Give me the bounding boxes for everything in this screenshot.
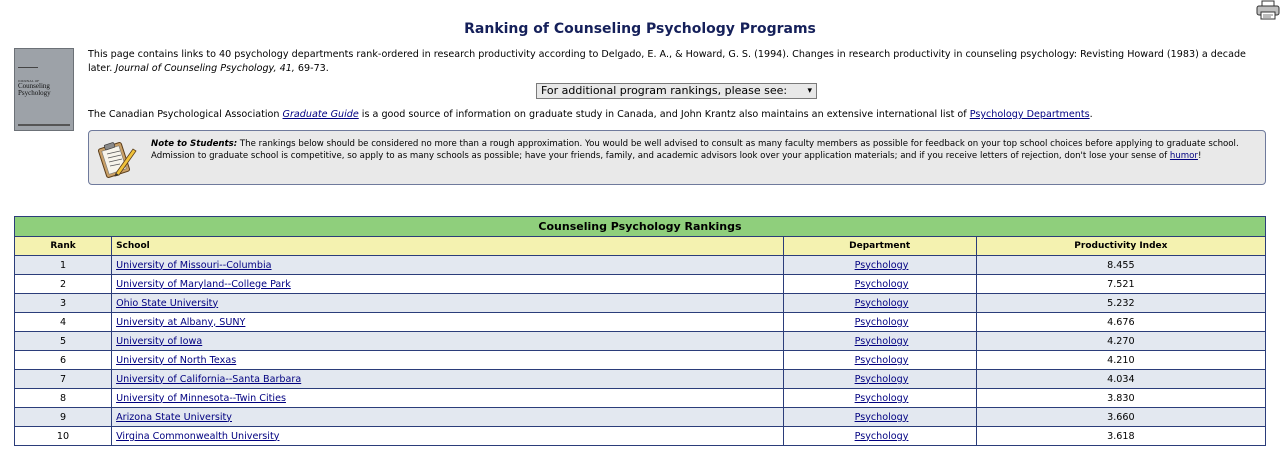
school-cell bbox=[112, 370, 784, 389]
school-cell bbox=[112, 256, 784, 275]
header-department: Department bbox=[783, 237, 976, 256]
rank-cell: 6 bbox=[15, 351, 112, 370]
school-cell bbox=[112, 427, 784, 446]
humor-link[interactable]: humor bbox=[1169, 150, 1198, 161]
department-cell bbox=[783, 351, 976, 370]
productivity-index-cell: 3.660 bbox=[976, 408, 1265, 427]
psychology-departments-link[interactable]: Psychology Departments bbox=[969, 109, 1090, 120]
table-row bbox=[15, 275, 1266, 294]
header-productivity-index: Productivity Index bbox=[976, 237, 1265, 256]
cpa-prefix: The Canadian Psychological Association bbox=[88, 109, 283, 120]
cpa-suffix: . bbox=[1089, 109, 1093, 120]
intro-pages: 69-73. bbox=[294, 62, 329, 74]
rankings-table-body bbox=[15, 256, 1266, 446]
school-link[interactable]: University of Minnesota--Twin Cities bbox=[116, 392, 286, 404]
department-cell bbox=[783, 408, 976, 427]
page-title: Ranking of Counseling Psychology Programs bbox=[464, 21, 816, 37]
department-link[interactable]: Psychology bbox=[854, 392, 909, 404]
cpa-paragraph bbox=[88, 108, 1268, 121]
rankings-select-value: For additional program rankings, please see: bbox=[541, 84, 788, 97]
department-cell bbox=[783, 332, 976, 351]
school-link[interactable]: University of California--Santa Barbara bbox=[116, 373, 302, 385]
school-link[interactable]: Arizona State University bbox=[116, 411, 232, 423]
productivity-index-cell: 7.521 bbox=[976, 275, 1265, 294]
cpa-middle: is a good source of information on graduate study in Canada, and John Krantz also maintains an extensive international list of bbox=[358, 109, 970, 120]
department-link[interactable]: Psychology bbox=[854, 259, 909, 271]
intro-journal: Journal of Counseling Psychology, 41, bbox=[115, 62, 295, 74]
school-cell bbox=[112, 389, 784, 408]
school-link[interactable]: Ohio State University bbox=[116, 297, 219, 309]
rank-cell: 8 bbox=[15, 389, 112, 408]
school-link[interactable]: University of Maryland--College Park bbox=[116, 278, 291, 290]
school-link[interactable]: University of Iowa bbox=[116, 335, 203, 347]
intro-text: This page contains links to 40 psychology departments rank-ordered in research productivity according to Delgado, E. A., & Howard, G. S. (1994). Changes in research productivity in counseling psychology: Revisting Howard (1983) a decade later. bbox=[88, 49, 1246, 74]
rank-cell: 10 bbox=[15, 427, 112, 446]
school-cell bbox=[112, 332, 784, 351]
productivity-index-cell: 8.455 bbox=[976, 256, 1265, 275]
productivity-index-cell: 4.676 bbox=[976, 313, 1265, 332]
header-rank: Rank bbox=[15, 237, 112, 256]
department-link[interactable]: Psychology bbox=[854, 430, 909, 442]
rank-cell: 9 bbox=[15, 408, 112, 427]
table-row bbox=[15, 294, 1266, 313]
cover-line2: Counseling Psychology bbox=[18, 82, 51, 97]
rank-cell: 5 bbox=[15, 332, 112, 351]
note-label: Note to Students: bbox=[151, 139, 238, 149]
department-link[interactable]: Psychology bbox=[854, 354, 909, 366]
department-cell bbox=[783, 427, 976, 446]
table-row bbox=[15, 313, 1266, 332]
school-link[interactable]: University of North Texas bbox=[116, 354, 237, 366]
productivity-index-cell: 4.270 bbox=[976, 332, 1265, 351]
department-link[interactable]: Psychology bbox=[854, 316, 909, 328]
productivity-index-cell: 4.210 bbox=[976, 351, 1265, 370]
table-row bbox=[15, 351, 1266, 370]
school-link[interactable]: Virgina Commonwealth University bbox=[116, 430, 280, 442]
department-cell bbox=[783, 370, 976, 389]
department-link[interactable]: Psychology bbox=[854, 335, 909, 347]
clipboard-pencil-icon bbox=[98, 137, 138, 179]
productivity-index-cell: 5.232 bbox=[976, 294, 1265, 313]
productivity-index-cell: 3.830 bbox=[976, 389, 1265, 408]
rankings-table bbox=[14, 216, 1266, 446]
table-row bbox=[15, 332, 1266, 351]
note-end: ! bbox=[1197, 150, 1202, 161]
school-cell bbox=[112, 313, 784, 332]
chevron-down-icon: ▾ bbox=[807, 86, 812, 96]
school-link[interactable]: University of Missouri--Columbia bbox=[116, 259, 272, 271]
school-cell bbox=[112, 408, 784, 427]
note-text bbox=[151, 139, 1249, 162]
table-row bbox=[15, 370, 1266, 389]
printer-icon[interactable] bbox=[1256, 0, 1280, 20]
department-cell bbox=[783, 275, 976, 294]
rank-cell: 2 bbox=[15, 275, 112, 294]
school-cell bbox=[112, 275, 784, 294]
school-cell bbox=[112, 351, 784, 370]
rank-cell: 1 bbox=[15, 256, 112, 275]
rank-cell: 4 bbox=[15, 313, 112, 332]
journal-cover-image bbox=[14, 48, 74, 131]
rankings-select[interactable] bbox=[536, 83, 817, 99]
school-link[interactable]: University at Albany, SUNY bbox=[116, 316, 246, 328]
department-cell bbox=[783, 313, 976, 332]
productivity-index-cell: 3.618 bbox=[976, 427, 1265, 446]
graduate-guide-link[interactable]: Graduate Guide bbox=[282, 109, 359, 120]
table-row bbox=[15, 256, 1266, 275]
department-link[interactable]: Psychology bbox=[854, 297, 909, 309]
department-cell bbox=[783, 256, 976, 275]
note-body: The rankings below should be considered no more than a rough approximation. You would be well advised to consult as many faculty members as possible for feedback on your top school choices before applying to graduate school. Admission to graduate school is competitive, so apply to as many schools as possible; have your friends, family, and academic advisors look over your application materials; and if you receive letters of rejection, don't lose your sense of bbox=[151, 139, 1239, 161]
school-cell bbox=[112, 294, 784, 313]
productivity-index-cell: 4.034 bbox=[976, 370, 1265, 389]
department-link[interactable]: Psychology bbox=[854, 373, 909, 385]
department-link[interactable]: Psychology bbox=[854, 278, 909, 290]
rank-cell: 7 bbox=[15, 370, 112, 389]
table-row bbox=[15, 408, 1266, 427]
table-caption: Counseling Psychology Rankings bbox=[15, 217, 1266, 237]
note-to-students-box bbox=[88, 130, 1266, 185]
table-row bbox=[15, 389, 1266, 408]
department-cell bbox=[783, 389, 976, 408]
intro-paragraph bbox=[88, 48, 1268, 75]
cover-line1: JOURNAL OF bbox=[18, 79, 40, 83]
rank-cell: 3 bbox=[15, 294, 112, 313]
table-row bbox=[15, 427, 1266, 446]
department-link[interactable]: Psychology bbox=[854, 411, 909, 423]
department-cell bbox=[783, 294, 976, 313]
header-school: School bbox=[112, 237, 784, 256]
